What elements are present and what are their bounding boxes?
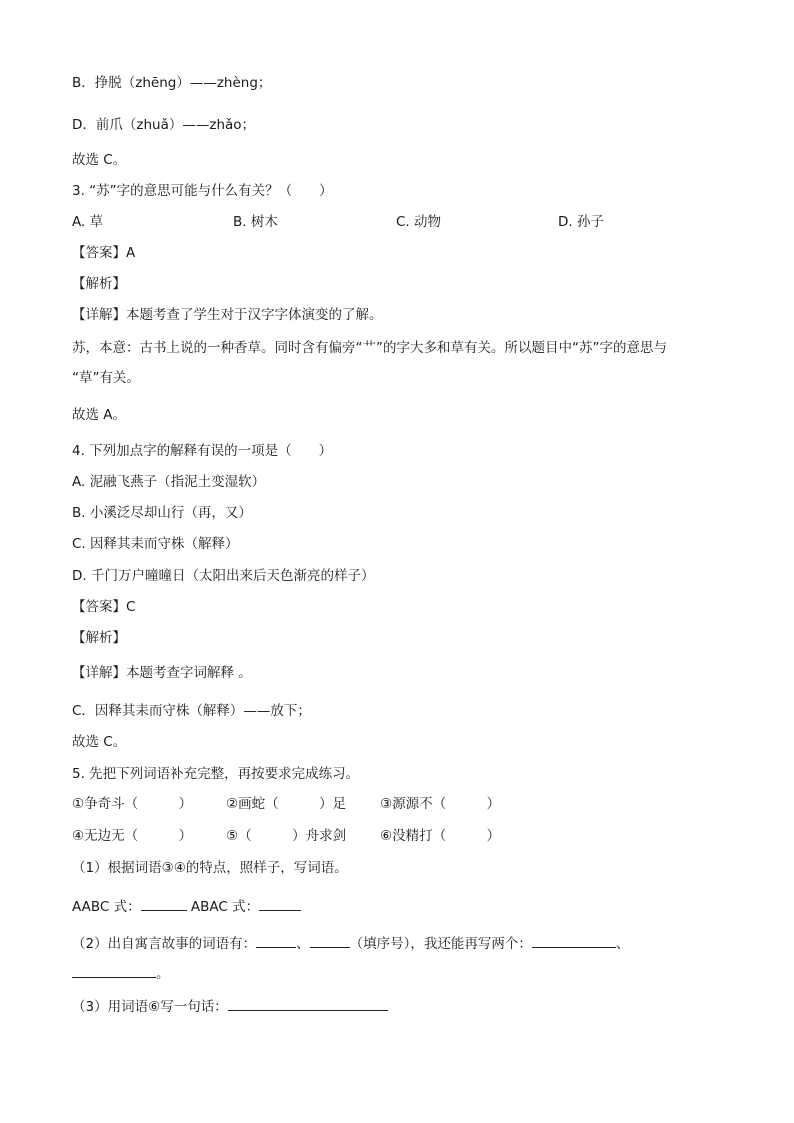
sentence-blank[interactable]	[228, 996, 388, 1011]
text-line: B．挣脱（zhēng）——zhèng；	[72, 75, 272, 91]
option-a: A. 泥融飞燕子（指泥土变湿软）	[72, 474, 266, 490]
fill-blank[interactable]	[72, 963, 156, 978]
detail-line: 【详解】本题考查字词解释 。	[72, 665, 252, 681]
question-4: 4. 下列加点字的解释有误的一项是（ ）	[72, 443, 333, 459]
analysis-tag: 【解析】	[72, 276, 126, 292]
word-item: ③源源不（ ）	[380, 796, 501, 812]
text-line: 故选 C。	[72, 152, 127, 168]
fill-blank[interactable]	[310, 933, 350, 948]
abac-blank[interactable]	[259, 896, 301, 911]
choose-line: 故选 C。	[72, 734, 127, 750]
subquestion-1: （1）根据词语③④的特点，照样子，写词语。	[72, 860, 348, 876]
answer-value: C	[126, 599, 136, 615]
word-item: ⑥没精打（ ）	[380, 828, 501, 844]
question-3: 3. “苏”字的意思可能与什么有关？（ ）	[72, 183, 333, 199]
option-c: C. 因释其耒而守株（解释）	[72, 536, 239, 552]
subquestion-2-text: （2）出自寓言故事的词语有：	[72, 936, 257, 952]
text-line: D．前爪（zhuǎ）——zhǎo；	[72, 117, 256, 133]
answer-tag: 【答案】	[72, 599, 126, 615]
option-d: D. 千门万户曈曈日（太阳出来后天色渐亮的样子）	[72, 568, 375, 584]
separator: 、	[615, 936, 630, 952]
explanation-line: “草”有关。	[72, 370, 140, 386]
word-item: ④无边无（ ）	[72, 828, 193, 844]
answer-value: A	[126, 245, 136, 261]
aabc-blank[interactable]	[141, 896, 187, 911]
fill-blank[interactable]	[532, 933, 616, 948]
subquestion-3-text: （3）用词语⑥写一句话：	[72, 999, 228, 1015]
option-b: B. 树木	[233, 214, 278, 230]
option-a: A. 草	[72, 214, 104, 230]
option-c: C. 动物	[396, 214, 442, 230]
detail-line: 【详解】本题考查了学生对于汉字字体演变的了解。	[72, 307, 383, 323]
word-item: ①争奇斗（ ）	[72, 796, 193, 812]
subquestion-2-cont	[72, 963, 170, 984]
answer-tag: 【答案】	[72, 245, 126, 261]
aabc-label: AABC 式：	[72, 899, 141, 915]
period: 。	[156, 966, 170, 982]
subquestion-3	[72, 996, 388, 1017]
answer-line	[72, 597, 135, 617]
fill-blank[interactable]	[256, 933, 296, 948]
word-item: ⑤（ ）舟求剑	[226, 828, 347, 844]
subquestion-2-text: （填序号），我还能再写两个：	[349, 936, 532, 952]
word-item: ②画蛇（ ）足	[226, 796, 347, 812]
option-b: B. 小溪泛尽却山行（再，又）	[72, 505, 252, 521]
pattern-line	[72, 896, 301, 917]
choose-line: 故选 A。	[72, 407, 127, 423]
question-5: 5. 先把下列词语补充完整，再按要求完成练习。	[72, 766, 360, 782]
option-d: D. 孙子	[558, 214, 604, 230]
explanation-line: C．因释其耒而守株（解释）——放下；	[72, 703, 311, 719]
explanation-line: 苏，本意：古书上说的一种香草。同时含有偏旁“艹”的字大多和草有关。所以题目中“苏”字的意思与	[72, 340, 667, 356]
abac-label: ABAC 式：	[190, 899, 260, 915]
subquestion-2	[72, 933, 629, 954]
analysis-tag: 【解析】	[72, 630, 126, 646]
answer-line	[72, 243, 135, 263]
separator: 、	[296, 936, 310, 952]
